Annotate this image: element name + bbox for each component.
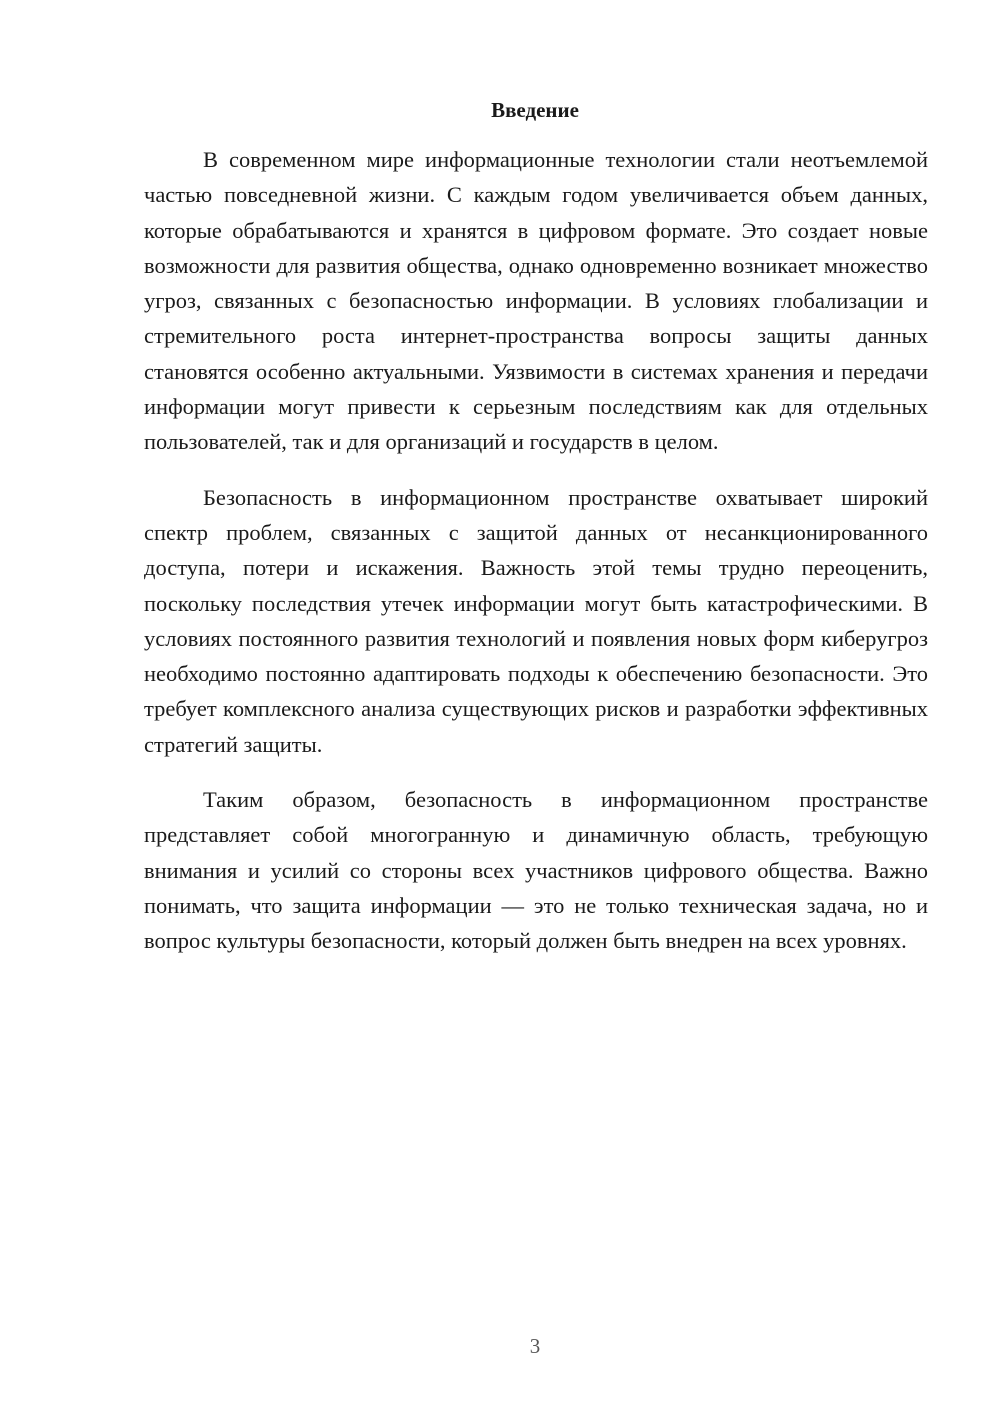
section-heading: Введение (491, 98, 579, 122)
page-number: 3 (529, 1334, 541, 1358)
paragraph-1: В современном мире информационные технологии стали неотъемлемой частью повседневной жизни. С каждым годом увеличивается объем данных, которые обрабатываются и хранятся в цифровом формате. Это создает новые возможности для развития общества, однако одновременно возникает множество угроз, связанных с безопасностью информации. В условиях глобализации и стремительного роста интернет-пространства вопросы защиты данных становятся особенно актуальными. Уязвимости в системах хранения и передачи информации могут привести к серьезным последствиям как для отдельных пользователей, так и для организаций и государств в целом. (144, 147, 928, 455)
paragraph-2: Безопасность в информационном пространстве охватывает широкий спектр проблем, связанных с защитой данных от несанкционированного доступа, потери и искажения. Важность этой темы трудно переоценить, поскольку последствия утечек информации могут быть катастрофическими. В условиях постоянного развития технологий и появления новых форм киберугроз необходимо постоянно адаптировать подходы к обеспечению безопасности. Это требует комплексного анализа существующих рисков и разработки эффективных стратегий защиты. (144, 484, 928, 757)
paragraph-3: Таким образом, безопасность в информационном пространстве представляет собой многогранную и динамичную область, требующую внимания и усилий со стороны всех участников цифрового общества. Важно понимать, что защита информации — это не только техническая задача, но и вопрос культуры безопасности, который должен быть внедрен на всех уровнях. (144, 787, 928, 954)
body-text (144, 142, 928, 979)
